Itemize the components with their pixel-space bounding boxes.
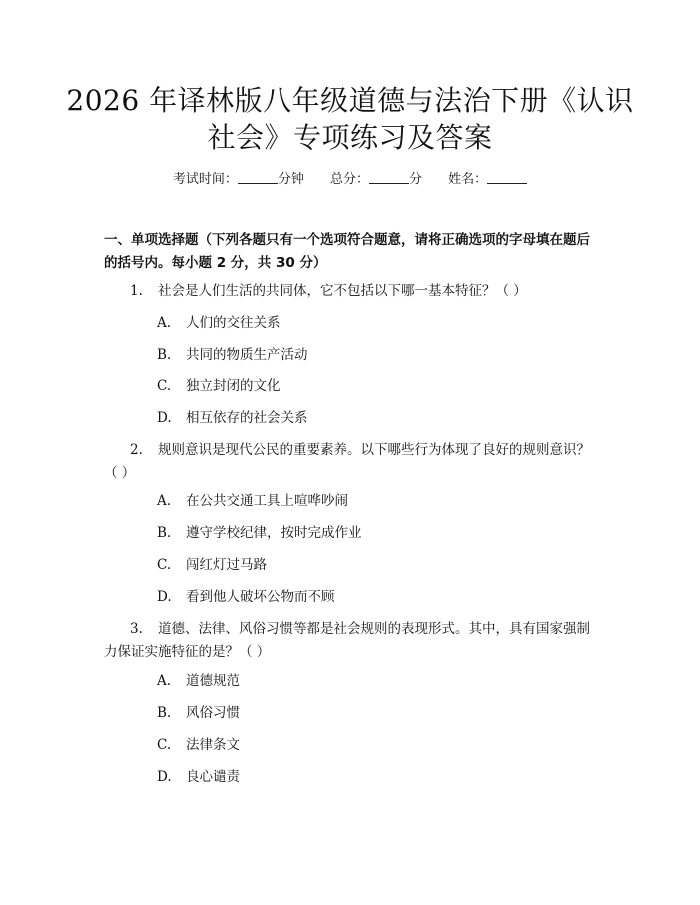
question-3 [104, 618, 600, 664]
option-text: 风俗习惯 [186, 705, 240, 721]
question-text: 道德、法律、风俗习惯等都是社会规则的表现形式。其中，具有国家强制力保证实施特征的是？（ ） [104, 621, 590, 660]
question-2 [104, 439, 600, 485]
option-text: 共同的物质生产活动 [186, 347, 308, 363]
name-label: 姓名： [448, 172, 488, 187]
score-label: 总分： [329, 172, 369, 187]
score-blank [369, 171, 409, 184]
question-number: 3. [130, 621, 143, 637]
option-text: 法律条文 [186, 737, 240, 753]
exam-time [173, 172, 308, 187]
question-1-option-d [157, 409, 308, 427]
question-number: 1. [130, 283, 143, 299]
question-1-option-c [157, 377, 281, 395]
time-blank [238, 171, 278, 184]
question-1 [104, 280, 600, 303]
option-letter: A. [157, 315, 172, 331]
time-label: 考试时间： [172, 172, 238, 187]
name-blank [487, 171, 527, 184]
option-text: 闯红灯过马路 [186, 557, 267, 573]
option-letter: C. [157, 737, 172, 753]
option-letter: B. [157, 347, 172, 363]
question-1-option-a [157, 314, 281, 332]
question-3-option-d [157, 768, 240, 786]
score-unit: 分 [409, 172, 423, 187]
option-text: 独立封闭的文化 [186, 378, 281, 394]
option-letter: D. [157, 410, 172, 426]
exam-meta [0, 168, 700, 187]
option-text: 道德规范 [186, 673, 240, 689]
time-unit: 分钟 [277, 172, 304, 187]
question-1-option-b [157, 346, 308, 364]
option-letter: B. [157, 705, 172, 721]
question-3-option-b [157, 704, 240, 722]
option-letter: C. [157, 557, 172, 573]
document-title: 2026 年译林版八年级道德与法治下册《认识社会》专项练习及答案 [66, 84, 634, 154]
option-letter: D. [157, 589, 172, 605]
option-letter: B. [157, 525, 172, 541]
exam-name [448, 172, 527, 187]
option-letter: C. [157, 378, 172, 394]
option-letter: A. [157, 673, 172, 689]
question-2-option-d [157, 588, 335, 606]
question-3-option-a [157, 672, 240, 690]
exam-score [330, 172, 426, 187]
option-text: 人们的交往关系 [186, 315, 281, 331]
section-heading: 一、单项选择题（下列各题只有一个选项符合题意，请将正确选项的字母填在题后的括号内。每小题 2 分，共 30 分） [104, 232, 590, 271]
question-text: 社会是人们生活的共同体，它不包括以下哪一基本特征？（ ） [158, 283, 527, 299]
option-text: 遵守学校纪律，按时完成作业 [186, 525, 362, 541]
question-text: 规则意识是现代公民的重要素养。以下哪些行为体现了良好的规则意识？（ ） [104, 442, 590, 481]
option-text: 看到他人破坏公物而不顾 [186, 589, 335, 605]
option-letter: A. [157, 493, 172, 509]
question-2-option-a [157, 492, 348, 510]
option-text: 在公共交通工具上喧哗吵闹 [186, 493, 348, 509]
question-3-option-c [157, 736, 240, 754]
question-2-option-c [157, 556, 267, 574]
question-2-option-b [157, 524, 362, 542]
option-letter: D. [157, 769, 172, 785]
question-number: 2. [130, 442, 143, 458]
option-text: 良心谴责 [186, 769, 240, 785]
option-text: 相互依存的社会关系 [186, 410, 308, 426]
